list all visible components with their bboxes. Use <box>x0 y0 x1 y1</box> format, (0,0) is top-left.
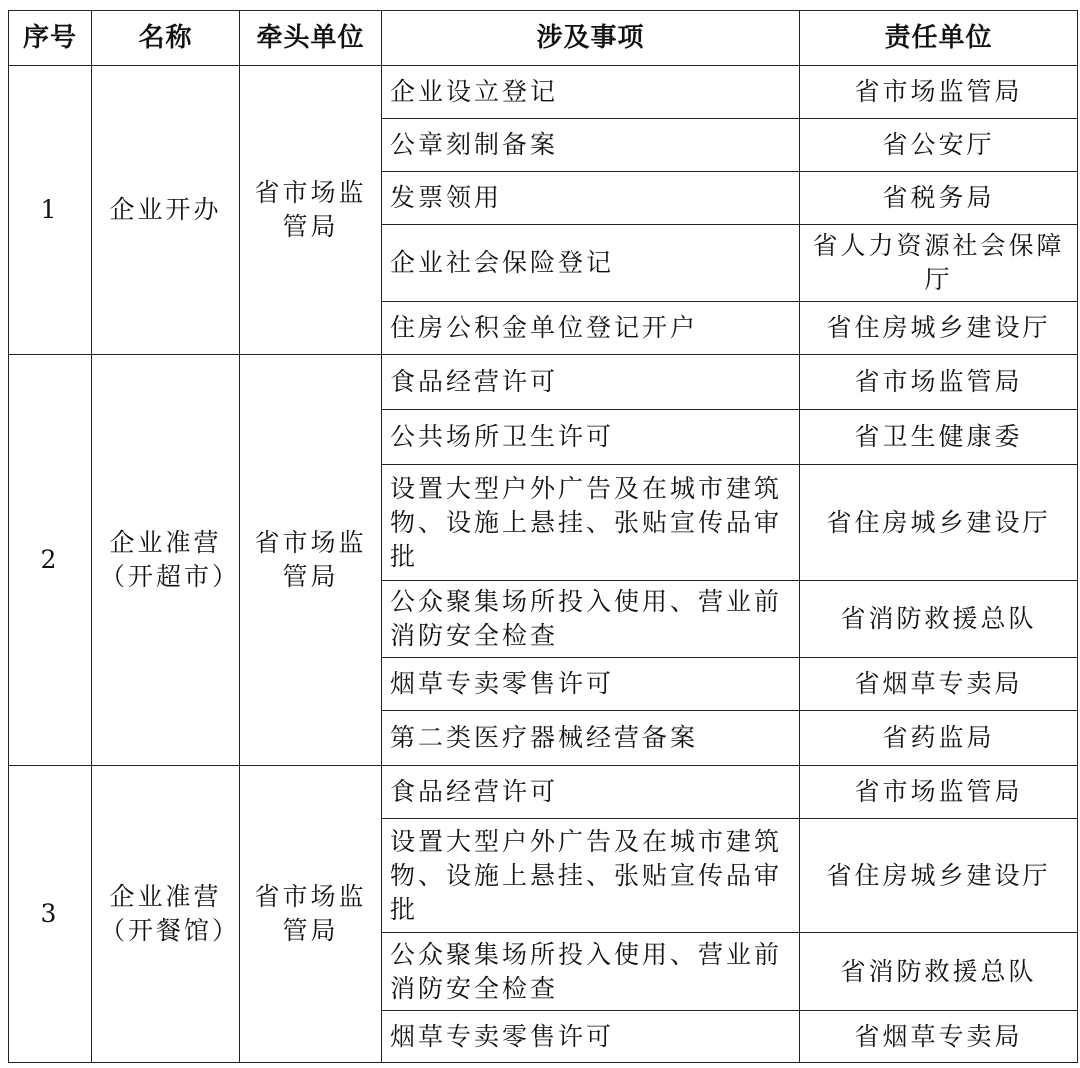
matter-cell: 设置大型户外广告及在城市建筑物、设施上悬挂、张贴宣传品审批 <box>382 819 800 933</box>
name-line-2: （开餐馆） <box>100 916 241 945</box>
matter-cell: 企业设立登记 <box>382 66 800 119</box>
lead-line-2: 管局 <box>282 212 339 241</box>
matter-cell: 公共场所卫生许可 <box>382 410 800 465</box>
matter-cell: 企业社会保险登记 <box>382 225 800 302</box>
matter-cell: 公章刻制备案 <box>382 119 800 172</box>
name-line-1: 企业开办 <box>109 195 222 224</box>
dept-cell: 省药监局 <box>800 711 1078 766</box>
table-row <box>9 355 1078 410</box>
name-line-1: 企业准营 <box>109 882 222 911</box>
matter-cell: 公众聚集场所投入使用、营业前消防安全检查 <box>382 581 800 658</box>
dept-cell: 省市场监管局 <box>800 766 1078 819</box>
matter-cell: 烟草专卖零售许可 <box>382 658 800 711</box>
seq-cell: 1 <box>9 66 92 355</box>
name-cell <box>92 766 240 1063</box>
lead-line-2: 管局 <box>282 916 339 945</box>
lead-line-1: 省市场监 <box>254 882 367 911</box>
matter-cell: 设置大型户外广告及在城市建筑物、设施上悬挂、张贴宣传品审批 <box>382 465 800 581</box>
lead-line-1: 省市场监 <box>254 178 367 207</box>
matter-cell: 食品经营许可 <box>382 766 800 819</box>
matter-cell: 公众聚集场所投入使用、营业前消防安全检查 <box>382 933 800 1011</box>
header-name: 名称 <box>92 11 240 66</box>
dept-cell: 省住房城乡建设厅 <box>800 819 1078 933</box>
dept-cell: 省卫生健康委 <box>800 410 1078 465</box>
header-responsible-unit: 责任单位 <box>800 11 1078 66</box>
matter-cell: 第二类医疗器械经营备案 <box>382 711 800 766</box>
header-seq: 序号 <box>9 11 92 66</box>
dept-cell: 省住房城乡建设厅 <box>800 465 1078 581</box>
matter-cell: 住房公积金单位登记开户 <box>382 302 800 355</box>
dept-cell: 省市场监管局 <box>800 66 1078 119</box>
table-row <box>9 766 1078 819</box>
dept-cell: 省人力资源社会保障厅 <box>800 225 1078 302</box>
dept-cell: 省税务局 <box>800 172 1078 225</box>
lead-unit-cell <box>240 355 382 766</box>
name-cell <box>92 355 240 766</box>
header-lead-unit: 牵头单位 <box>240 11 382 66</box>
header-row <box>9 11 1078 66</box>
dept-cell: 省消防救援总队 <box>800 581 1078 658</box>
dept-cell: 省消防救援总队 <box>800 933 1078 1011</box>
name-line-2: （开超市） <box>100 562 241 591</box>
dept-cell: 省市场监管局 <box>800 355 1078 410</box>
lead-unit-cell <box>240 766 382 1063</box>
lead-line-2: 管局 <box>282 562 339 591</box>
name-cell <box>92 66 240 355</box>
dept-cell: 省烟草专卖局 <box>800 658 1078 711</box>
matter-cell: 食品经营许可 <box>382 355 800 410</box>
lead-line-1: 省市场监 <box>254 528 367 557</box>
lead-unit-cell <box>240 66 382 355</box>
matter-cell: 发票领用 <box>382 172 800 225</box>
table-row <box>9 66 1078 119</box>
dept-cell: 省烟草专卖局 <box>800 1011 1078 1063</box>
seq-cell: 2 <box>9 355 92 766</box>
name-line-1: 企业准营 <box>109 528 222 557</box>
responsibility-table <box>8 10 1078 1063</box>
dept-cell: 省公安厅 <box>800 119 1078 172</box>
header-matter: 涉及事项 <box>382 11 800 66</box>
dept-cell: 省住房城乡建设厅 <box>800 302 1078 355</box>
seq-cell: 3 <box>9 766 92 1063</box>
matter-cell: 烟草专卖零售许可 <box>382 1011 800 1063</box>
